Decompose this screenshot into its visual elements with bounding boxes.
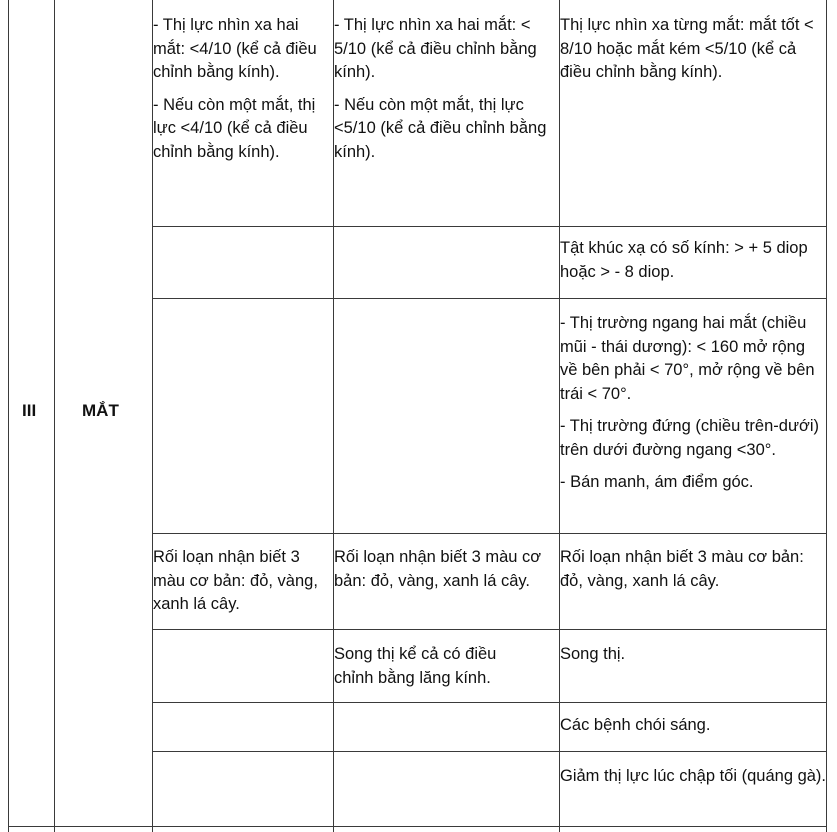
table-cell [560,14,824,85]
table-border [152,298,827,299]
cell-paragraph: - Thị trường ngang hai mắt (chiều mũi - thái dương): < 160 mở rộng về bên phải < 70°, mở rộng về bên trái < 70°. [560,314,815,403]
table-cell [153,14,331,164]
cell-paragraph: Song thị. [560,645,626,663]
table-cell [560,312,826,495]
table-border-left [8,0,9,832]
table-cell [334,546,548,593]
table-cell [560,237,810,284]
table-border [54,0,55,832]
table-border [152,751,827,752]
table-border [152,226,827,227]
cell-paragraph: - Thị lực nhìn xa hai mắt: < 5/10 (kể cả điều chỉnh bằng kính). [334,16,537,81]
table-border [152,533,827,534]
cell-paragraph: Rối loạn nhận biết 3 màu cơ bản: đỏ, vàng, xanh lá cây. [334,548,542,590]
cell-paragraph: - Bán manh, ám điểm góc. [560,473,754,491]
cell-paragraph: Rối loạn nhận biết 3 màu cơ bản: đỏ, vàng, xanh lá cây. [560,548,804,590]
cell-paragraph: Thị lực nhìn xa từng mắt: mắt tốt < 8/10 hoặc mắt kém <5/10 (kể cả điều chỉnh bằng kính). [560,16,814,81]
table-cell [560,546,824,593]
cell-paragraph: Rối loạn nhận biết 3 màu cơ bản: đỏ, vàng, xanh lá cây. [153,548,318,613]
group-label: MẮT [82,401,119,420]
cell-paragraph: - Nếu còn một mắt, thị lực <5/10 (kể cả điều chỉnh bằng kính). [334,95,547,161]
table-border [152,629,827,630]
table-cell [560,643,824,667]
cell-paragraph: Các bệnh chói sáng. [560,716,711,734]
table-cell [334,643,534,690]
cell-paragraph: Giảm thị lực lúc chập tối (quáng gà). [560,767,827,785]
cell-paragraph: - Thị lực nhìn xa hai mắt: <4/10 (kể cả điều chỉnh bằng kính). [153,16,317,81]
cell-paragraph: Song thị kể cả có điều chỉnh bằng lăng kính. [334,645,497,687]
table-cell [334,14,556,164]
table-cell [560,714,824,738]
row-number: III [22,401,37,420]
table-border [152,702,827,703]
cell-paragraph: - Nếu còn một mắt, thị lực <4/10 (kể cả điều chỉnh bằng kính). [153,95,316,161]
cell-paragraph: Tật khúc xạ có số kính: > + 5 diop hoặc > - 8 diop. [560,239,808,281]
table-border-bottom [8,826,827,827]
table-border-right [826,0,827,832]
cell-paragraph: - Thị trường đứng (chiều trên-dưới) trên dưới đường ngang <30°. [560,417,819,459]
table-cell [153,546,329,617]
table-cell [560,765,826,789]
